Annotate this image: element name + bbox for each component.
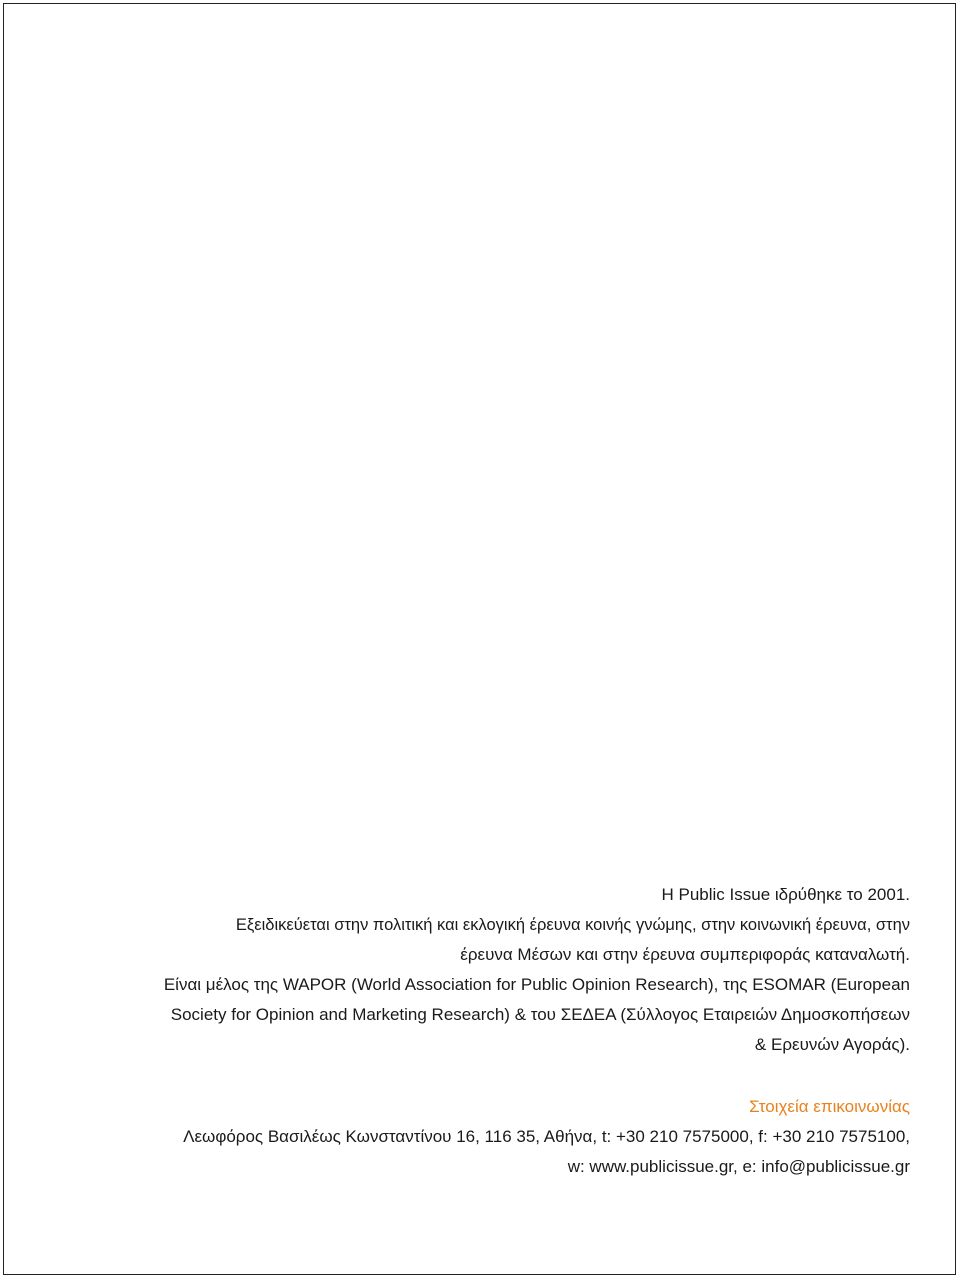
specialization-text: Εξειδικεύεται στην πολιτική και εκλογική έρευνα κοινής γνώμης, στην κοινωνική έρευνα, στην <box>235 916 910 934</box>
membership-text-end: & Ερευνών Αγοράς). <box>754 1035 910 1054</box>
contact-web-email: w: www.publicissue.gr, e: info@publicissue.gr <box>567 1157 910 1176</box>
founding-text: Η Public Issue ιδρύθηκε το 2001. <box>661 885 910 904</box>
contact-section <box>30 1092 910 1182</box>
contact-heading: Στοιχεία επικοινωνίας <box>749 1097 910 1116</box>
membership-text: Είναι μέλος της WAPOR (World Association for Public Opinion Research), της ESOMAR (European <box>163 975 910 994</box>
membership-text-continued: Society for Opinion and Marketing Research) & του ΣΕΔΕΑ (Σύλλογος Εταιρειών Δημοσκοπήσεων <box>170 1005 910 1024</box>
page-border <box>3 3 956 1275</box>
specialization-text-continued: έρευνα Μέσων και στην έρευνα συμπεριφοράς καταναλωτή. <box>460 945 910 964</box>
about-section <box>50 880 910 1060</box>
contact-address: Λεωφόρος Βασιλέως Κωνσταντίνου 16, 116 35, Αθήνα, t: +30 210 7575000, f: +30 210 7575100, <box>183 1127 910 1146</box>
